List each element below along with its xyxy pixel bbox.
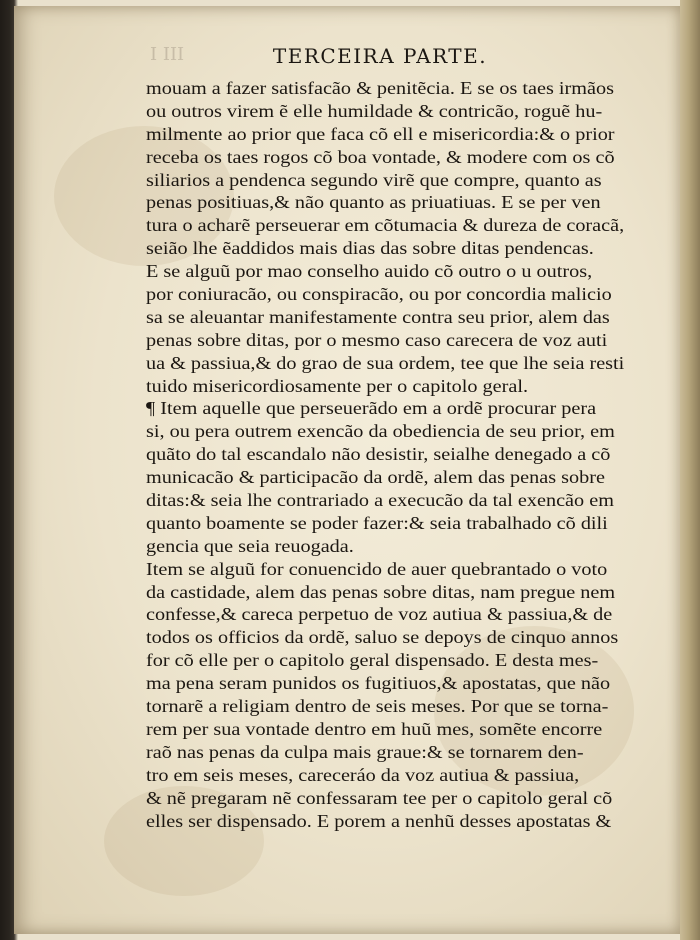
text-line: seião lhe ẽaddidos mais dias das sobre ditas pendencas.: [146, 238, 594, 259]
text-line: rem per sua vontade dentro em huũ mes, somẽte encorre: [146, 718, 603, 739]
text-line: tuido misericordiosamente per o capitolo geral.: [146, 375, 529, 396]
text-line: ma pena seram punidos os fugitiuos,& apostatas, que não: [146, 673, 611, 694]
text-line: tornarẽ a religiam dentro de seis meses. Por que se torna-: [146, 696, 609, 717]
text-line: penas sobre ditas, por o mesmo caso carecera de voz auti: [146, 329, 608, 350]
text-block: [146, 77, 624, 832]
text-line: ditas:& seia lhe contrariado a execucão da tal exencão em: [146, 490, 614, 511]
text-line: quãto do tal escandalo não desistir, seialhe denegado a cõ: [146, 444, 611, 465]
bleed-through-mark: I III: [150, 44, 185, 65]
text-line: raõ nas penas da culpa mais graue:& se tornarem den-: [146, 741, 584, 762]
text-line: quanto boamente se poder fazer:& seia trabalhado cõ dili: [146, 512, 608, 533]
text-line: todos os officios da ordẽ, saluo se depoys de cinquo annos: [146, 627, 619, 648]
text-line: siliarios a pendenca segundo virẽ que compre, quanto as: [146, 169, 602, 190]
text-line: por coniuracão, ou conspiracão, ou por concordia malicio: [146, 284, 612, 305]
text-line: milmente ao prior que faca cõ ell e misericordia:& o prior: [146, 123, 615, 144]
text-line: E se alguũ por mao conselho auido cõ outro o u outros,: [146, 261, 593, 282]
text-line: si, ou pera outrem exencão da obediencia de seu prior, em: [146, 421, 615, 442]
text-line: Item se alguũ for conuencido de auer quebrantado o voto: [146, 558, 608, 579]
text-line: da castidade, alem das penas sobre ditas, nam pregue nem: [146, 581, 616, 602]
text-line: municacão & participacão da ordẽ, alem das penas sobre: [146, 467, 605, 488]
text-line: receba os taes rogos cõ boa vontade, & modere com os cõ: [146, 146, 615, 167]
text-line: & nẽ pregaram nẽ confessaram tee per o capitolo geral cõ: [146, 787, 613, 808]
text-line: sa se aleuantar manifestamente contra seu prior, alem das: [146, 306, 610, 327]
running-head: TERCEIRA PARTE.: [272, 44, 488, 68]
text-line: ¶ Item aquelle que perseuerãdo em a ordẽ procurar pera: [146, 398, 597, 419]
text-line: ou outros virem ẽ elle humildade & contricão, roguẽ hu-: [146, 100, 603, 121]
text-line: mouam a fazer satisfacão & penitẽcia. E se os taes irmãos: [146, 78, 614, 98]
text-line: for cõ elle per o capitolo geral dispensado. E desta mes-: [146, 650, 599, 671]
text-line: ua & passiua,& do grao de sua ordem, tee que lhe seia resti: [146, 352, 625, 373]
text-line: gencia que seia reuogada.: [146, 535, 354, 556]
text-line: tro em seis meses, careceráo da voz autiua & passiua,: [146, 764, 580, 785]
text-line: confesse,& careca perpetuo de voz autiua & passiua,& de: [146, 604, 613, 625]
text-line: penas positiuas,& não quanto as priuatiuas. E se per ven: [146, 192, 601, 213]
text-line: elles ser dispensado. E porem a nenhũ desses apostatas &: [146, 810, 612, 831]
text-line: tura o acharẽ perseuerar em cõtumacia & dureza de coracã,: [146, 215, 625, 236]
